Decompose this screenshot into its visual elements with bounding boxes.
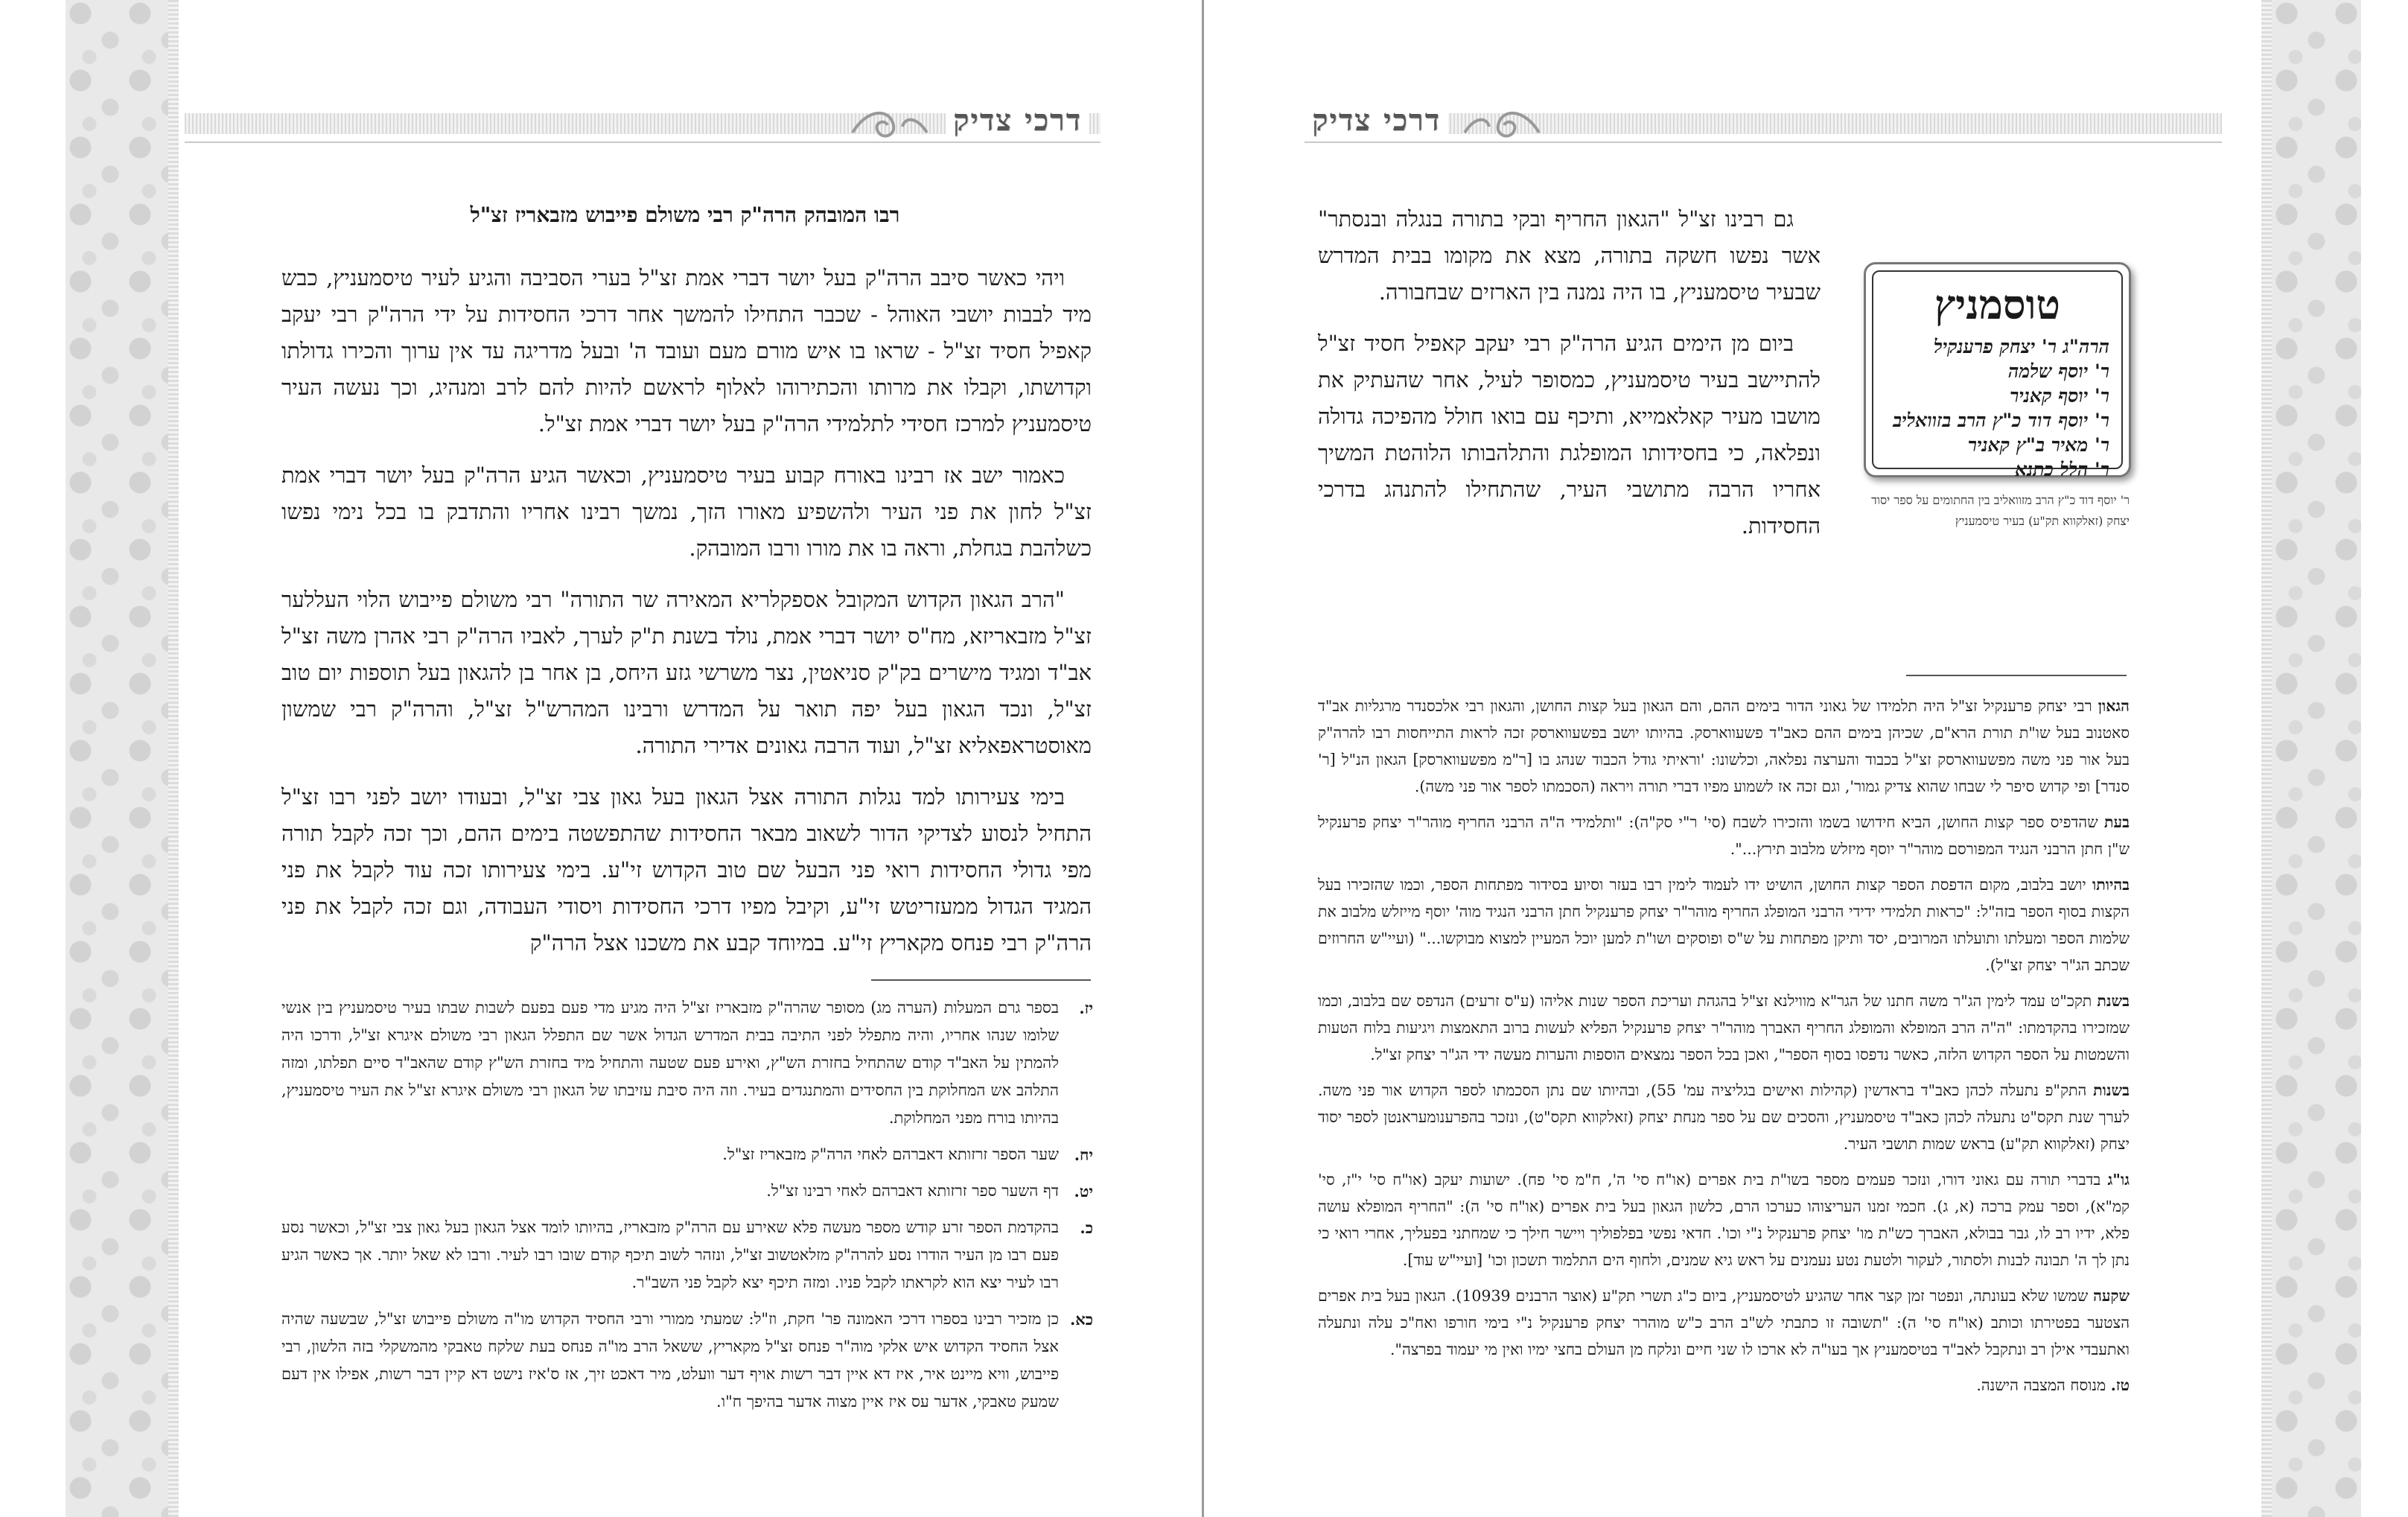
right-paragraph-1: גם רבינו זצ"ל "הגאון החריף ובקי בתורה בנגלה ובנסתר" אשר נפשו חשקה בתורה, מצא את מקומו בבית המדרש שבעיר טיסמעניץ, בו היה נמנה בין הארזים שבחבורה.: [1318, 206, 1821, 305]
footnote-text: כן מזכיר רבינו בספרו דרכי האמונה פר' חקת, וז"ל: שמעתי ממורי ורבי החסיד הקדוש מו"ה משולם פייבוש זצ"ל, שבשעה שהיה אצל החסיד הקדוש איש אלקי מוה"ר פנחס זצ"ל מקאריץ, ששאל הרב מו"ה פנחס בעת שלקח טאבקי מהמשקלי בזה הלשון, רבי פייבוש, וויא מיינט איר, איז דא איין דבר רשות אויף דער וועלט, מיר דאכט זיך, אז ס'איז נישט דא קיין דבר רשות, אפילו אין דעם שמעק טאבקי, אדער עס איז איין מצוה אדער בהיפך ח"ו.: [281, 1310, 1059, 1411]
plaque-line: הרה"ג ר' יצחק פרענקיל: [1934, 336, 2109, 357]
footnote-text: דף השער ספר זרזותא דאברהם לאחי רבינו זצ"ל.: [766, 1182, 1059, 1200]
right-running-head: דרכי צדיק: [1305, 103, 1448, 138]
right-border-edge: [2261, 0, 2272, 1517]
footnote-lead: שקעה: [2093, 1287, 2130, 1305]
footnote: [281, 1177, 1093, 1205]
left-paragraph-3: "הרב הגאון הקדוש המקובל אספקלריא המאירה שר התורה" רבי משולם פייבוש הלוי העללער זצ"ל מזבאריזא, מח"ס יושר דברי אמת, נולד בשנת ת"ק לערך, לאביו הרה"ק רבי אהרן משה זצ"ל אב"ד ומגיד מישרים בק"ק סניאטין, נצר משרשי גזע היחס, בן אחר בן להגאון בעל תוספות יום טוב זצ"ל, ונכד הגאון בעל יפה תואר על המדרש ורבינו המהרש"ל זצ"ל, והרה"ק רבי שמשון מאוסטראפאליא זצ"ל, ועוד הרבה גאונים אדירי התורה.: [281, 587, 1092, 758]
footnote: [1318, 1166, 2130, 1273]
footnote-text: בדברי תורה עם גאוני דורו, ונזכר פעמים מספר בשו"ת בית אפרים (או"ח סי' ה', ח"מ סי' פח). ישועות יעקב (או"ח סי' י"ז, סי' קמ"א), וספר עמק ברכה (א, ג). חכמי זמנו העריצוהו כערכו הרם, כלשון הגאון בעל בית אפרים (או"ח סי' ה): "החריף המופלא עושה פלא, ידיו רב לו, גבר בבולא, האברך כש"ת מו' יצחק פרענקיל נ"י וכו'. חדאי נפשי בפלפוליך ויישר חילך כי שמחתני בפעליך, אחרי רואי כי נתן לך ה' תבונה לבנות ולסתור, לעקור ולטעת נטע נעמנים על ראש גיא שמנים, ולחוף הים התלמוד תשכון וכו' [ועיי"ש עוד].: [1318, 1171, 2130, 1269]
footnote-text: מנוסח המצבה הישנה.: [1976, 1376, 2106, 1394]
footnote: [1318, 1282, 2130, 1363]
plaque-frame: [1872, 270, 2123, 480]
footnote: [1318, 809, 2130, 862]
footnote-text: שער הספר זרזותא דאברהם לאחי הרה"ק מזבאריז זצ"ל.: [722, 1145, 1059, 1163]
plaque-line: ר' מאיר ב"ץ קאניר: [1967, 434, 2109, 456]
left-decorative-border: [66, 0, 179, 1517]
footnote-lead: בשנת: [2097, 992, 2130, 1010]
footnote-lead: בעת: [2104, 813, 2130, 831]
footnote: [1318, 1077, 2130, 1157]
left-swirl-ornament: [849, 104, 931, 149]
plaque-caption: ר' יוסף דוד כ"ץ הרב מזוואליב בין החתומים על ספר יסוד יצחק (זאלקווא תק"ע) בעיר טיסמעניץ: [1871, 493, 2130, 528]
left-paragraph-1: ויהי כאשר סיבב הרה"ק בעל יושר דברי אמת זצ"ל בערי הסביבה והגיע לעיר טיסמעניץ, כבש מיד לבבות יושבי האוהל - שכבר התחילו להמשך אחר דרכי החסידות על ידי הרה"ק רבי יעקב קאפיל חסיד זצ"ל - שראו בו איש מורם מעם ועובד ה' ובעל מדריגה עד אין ערוך והכירו גדולתו וקדושתו, וקבלו את מרותו והכתירוהו לאלוף לראשם להיות להם לרב ומנהיג, וכך נעשה העיר טיסמעניץ למרכז חסידי לתלמידי הרה"ק בעל יושר דברי אמת זצ"ל.: [281, 265, 1092, 436]
left-footnotes: [281, 994, 1093, 1425]
footnote-number: יט.: [1074, 1182, 1093, 1200]
footnote-lead: גו"ג: [2107, 1171, 2130, 1189]
footnote-text: יושב בלבוב, מקום הדפסת הספר קצות החושן, הושיט ידו לעמוד לימין רבו בעזר וסיוע בסידור מפתחות הספר, וכמו שהזכירו בעל הקצות בסוף הספר בזה"ל: "כראות תלמידי ידידי הרבני המופלג החריף מוהר"ר יצחק פרענקיל חתן הרבני הנגיד מוה' יוסף מייזלש מלבוב את שלמות הספר ומעלתו ותועלתו המרובים, יסד ותיקן מפתחות על ש"ס ופוסקים ושו"ת למען יוכל המעיין למצוא מבוקשו..." (ועיי"ש החרוזים שכתב הג"ר יצחק זצ"ל).: [1318, 876, 2130, 974]
footnote-text: תקכ"ט עמד לימין הג"ר משה חתנו של הגר"א מווילנא זצ"ל בהגהת ועריכת הספר שנות אליהו (ע"ס זרעים) הנדפס שם בלבוב, וכמו שמזכירו בהקדמתו: "ה"ה הרב המופלא והמופלג החריף האברך מוהר"ר יצחק פרענקיל הפליא לעשות ברוב התאמצות ויגיעות בלוח הטעות והשמטות על הספר הקדוש הלזה, כאשר נדפסו בסוף הספר", ואכן בכל הספר נמצאים הוספות והערות מעשה ידי הג"ר יצחק זצ"ל.: [1318, 992, 2130, 1063]
historical-signature-plaque: [1864, 262, 2131, 480]
left-paragraph-2: כאמור ישב אז רבינו באורח קבוע בעיר טיסמעניץ, וכאשר הגיע הרה"ק בעל יושר דברי אמת זצ"ל לחון את פני העיר ולהשפיע מאורו הזך, נמשך רבינו אחריו והתדבק בו בכל נימי נפשו כשלהבת בגחלת, וראה בו את מורו ורבו המובהק.: [281, 462, 1092, 561]
plaque-title: טוסמניץ: [1934, 281, 2060, 328]
footnote-lead: בשנות: [2093, 1081, 2130, 1099]
plaque-line: ר' יוסף דוד כ"ץ הרב בזוואליב: [1892, 410, 2109, 431]
plaque-line: ר' יוסף קאניר: [2010, 385, 2109, 407]
right-swirl-ornament: [1461, 104, 1543, 149]
footnote: [281, 1141, 1093, 1168]
footnote-lead: בהיותו: [2092, 876, 2130, 894]
right-paragraph-2: ביום מן הימים הגיע הרה"ק רבי יעקב קאפיל חסיד זצ"ל להתיישב בעיר טיסמעניץ, כמסופר לעיל, אחר שהעתיק את מושבו מעיר קאלאמייא, ותיכף עם בואו חולל מהפיכה גדולה ונפלאה, כי בחסידותו המופלגת והתלהבותו הלוהטת המשיך אחריו הרבה מתושבי העיר, שהתחילו להתנהג בדרכי החסידות.: [1318, 331, 1821, 538]
left-footnote-rule: [871, 979, 1091, 981]
footnote-lead: הגאון: [2098, 697, 2130, 715]
footnote: [1318, 871, 2130, 979]
footnote-text: בספר גרם המעלות (הערה מג) מסופר שהרה"ק מזבאריז זצ"ל היה מגיע מדי פעם בפעם לשבות שבתו בעיר טיסמעניץ בין אנשי שלומו שנהו אחריו, והיה מתפלל לפני התיבה בבית המדרש הגדול אשר שם התפלל הגאון רבי משולם איגרא זצ"ל, ודרכו היה להמתין על האב"ד קודם שהתחיל בחזרת הש"ץ, ואירע פעם שטעה והתחיל מיד בחזרת הש"ץ קודם שהאב"ד סיים תפלתו, ומזה התלהב אש המחלוקת בין החסידים והמתנגדים בעיר. וזה היה סיבת עזיבתו של הגאון רבי משולם איגרא זצ"ל את העיר טיסמעניץ, בהיותו בורח מפני המחלוקת.: [281, 999, 1059, 1127]
right-header-rule: [1305, 141, 2222, 143]
right-decorative-border: [2272, 0, 2361, 1517]
plaque-line: ר' יוסף שלמה: [2007, 360, 2109, 382]
plaque-line: ר' הלל כתנא: [2015, 459, 2109, 480]
right-body-text: [1318, 201, 1821, 559]
footnote: [1318, 693, 2130, 800]
left-paragraph-4: בימי צעירותו למד נגלות התורה אצל הגאון בעל גאון צבי זצ"ל, ובעודו יושב לפני רבו זצ"ל התחיל לנסוע לצדיקי הדור לשאוב מבאר החסידות שהתפשטה בימים ההם, וכך זכה לקבל תורה מפי גדולי החסידות רואי פני הבעל שם טוב הקדוש זי"ע. בימי צעירותו זכה עוד לקבל את פני המגיד הגדול ממעזריטש זי"ע, וקיבל מפיו דרכי החסידות ויסודי העבודה, וגם זכה לקבל את פני הרה"ק רבי פנחס מקאריץ זי"ע. במיוחד קבע את משכנו אצל הרה"ק: [281, 784, 1092, 955]
left-border-edge: [168, 0, 179, 1517]
left-page-title: רבו המובהק הרה"ק רבי משולם פייבוש מזבאריז זצ"ל: [470, 203, 900, 227]
footnote: [1318, 988, 2130, 1068]
left-running-head: דרכי צדיק: [946, 103, 1089, 138]
footnote-number: כ.: [1080, 1218, 1093, 1237]
footnote-text: בהקדמת הספר זרע קודש מספר מעשה פלא שאירע עם הרה"ק מזבאריז, בהיותו לומד אצל הגאון בעל גאון צבי זצ"ל, וכאשר נסע פעם רבו מן העיר הודרו נסע להרה"ק מזלאטשוב זצ"ל, ונזהר לשוב תיכף קודם שובו רבו לעיר. ורבו לא שאל יותר. אך כאשר הגיע רבו לעיר יצא הוא לקראתו לקבל פניו. ומזה תיכף יצא לקבל פני השב"ר.: [281, 1218, 1059, 1291]
left-header-rule: [185, 141, 1101, 143]
footnote-final: [1318, 1372, 2130, 1399]
footnote-text: שמשו שלא בעונתה, ונפטר זמן קצר אחר שהגיע לטיסמעניץ, ביום כ"ג תשרי תק"ע (אוצר הרבנים 10939). הגאון בעל בית אפרים הצטער בפטירתו וכותב (או"ח סי' ה): "תשובה זו כתבתי לש"ב הרב כ"ש מוהרר יצחק פרענקיל נ"י בימי חורפו ואח"כ עלה ונתעלה ואתעבדי אילן רב ונתקבל לאב"ד בטיסמעניץ אך בעו"ה לא ארכו לו שני חיים ונלקח מן העולם בחצי ימיו ואין מי יעמוד בפרצה".: [1318, 1287, 2130, 1358]
footnote: [281, 1214, 1093, 1297]
right-footnotes: [1318, 693, 2130, 1408]
footnote-number: יז.: [1079, 999, 1093, 1017]
footnote-text: רבי יצחק פרענקיל זצ"ל היה תלמידו של גאוני הדור בימים ההם, והם הגאון בעל קצות החושן, והגאון רבי אלכסנדר מרגליות אב"ד סאטנוב בעל שו"ת תורת הרא"ם, שכיהן בימים ההם כאב"ד פשעווארסק. בהיותו יושב בפשעווארסק זכה לראות התייחסות רבו להרה"ק בעל אור פני משה מפשעווארסק זצ"ל בכבוד והערצה נפלאה, וכלשונו: 'וראיתי גודל הכבוד שנהג בו [ר"מ מפשעווארסק] הגאון הנ"ל [ר' סנדר] ופי קדוש סיפר לי שבחו שהוא צדיק גמור', וגם זכה אז לשמוע מפיו דברי תורה ויראה (הסכמתו לספר אור פני משה).: [1318, 697, 2130, 795]
footnote-number: טז.: [2110, 1376, 2130, 1394]
footnote-number: יח.: [1074, 1145, 1093, 1164]
footnote: [281, 1305, 1093, 1416]
footnote-number: כא.: [1069, 1310, 1093, 1329]
right-footnote-rule: [1906, 675, 2127, 676]
footnote-text: שהדפיס ספר קצות החושן, הביא חידושו בשמו והזכירו לשבח (סי' ר"י סק"ה): "ותלמידי ה"ה הרבני החריף מוהר"ר יצחק פרענקיל ש"ן חתן הרבני הנגיד המפורסם מוהר"ר יוסף מיזלש מלבוב תירץ...".: [1318, 813, 2130, 858]
left-body-text: [281, 260, 1092, 976]
footnote-text: התק"פ נתעלה לכהן כאב"ד בראדשין (קהילות ואישים בגליציה עמ' 55), ובהיותו שם נתן הסכמתו לספר הקדוש אור פני משה. לערך שנת תקס"ט נתעלה לכהן כאב"ד טיסמעניץ, והסכים שם על ספר מנחת יצחק (זאלקווא תקס"ט), ונזכר בהפרענומעראנטן לספר יסוד יצחק (זאלקווא תק"ע) בראש שמות תושבי העיר.: [1318, 1081, 2130, 1153]
footnote: [281, 994, 1093, 1132]
